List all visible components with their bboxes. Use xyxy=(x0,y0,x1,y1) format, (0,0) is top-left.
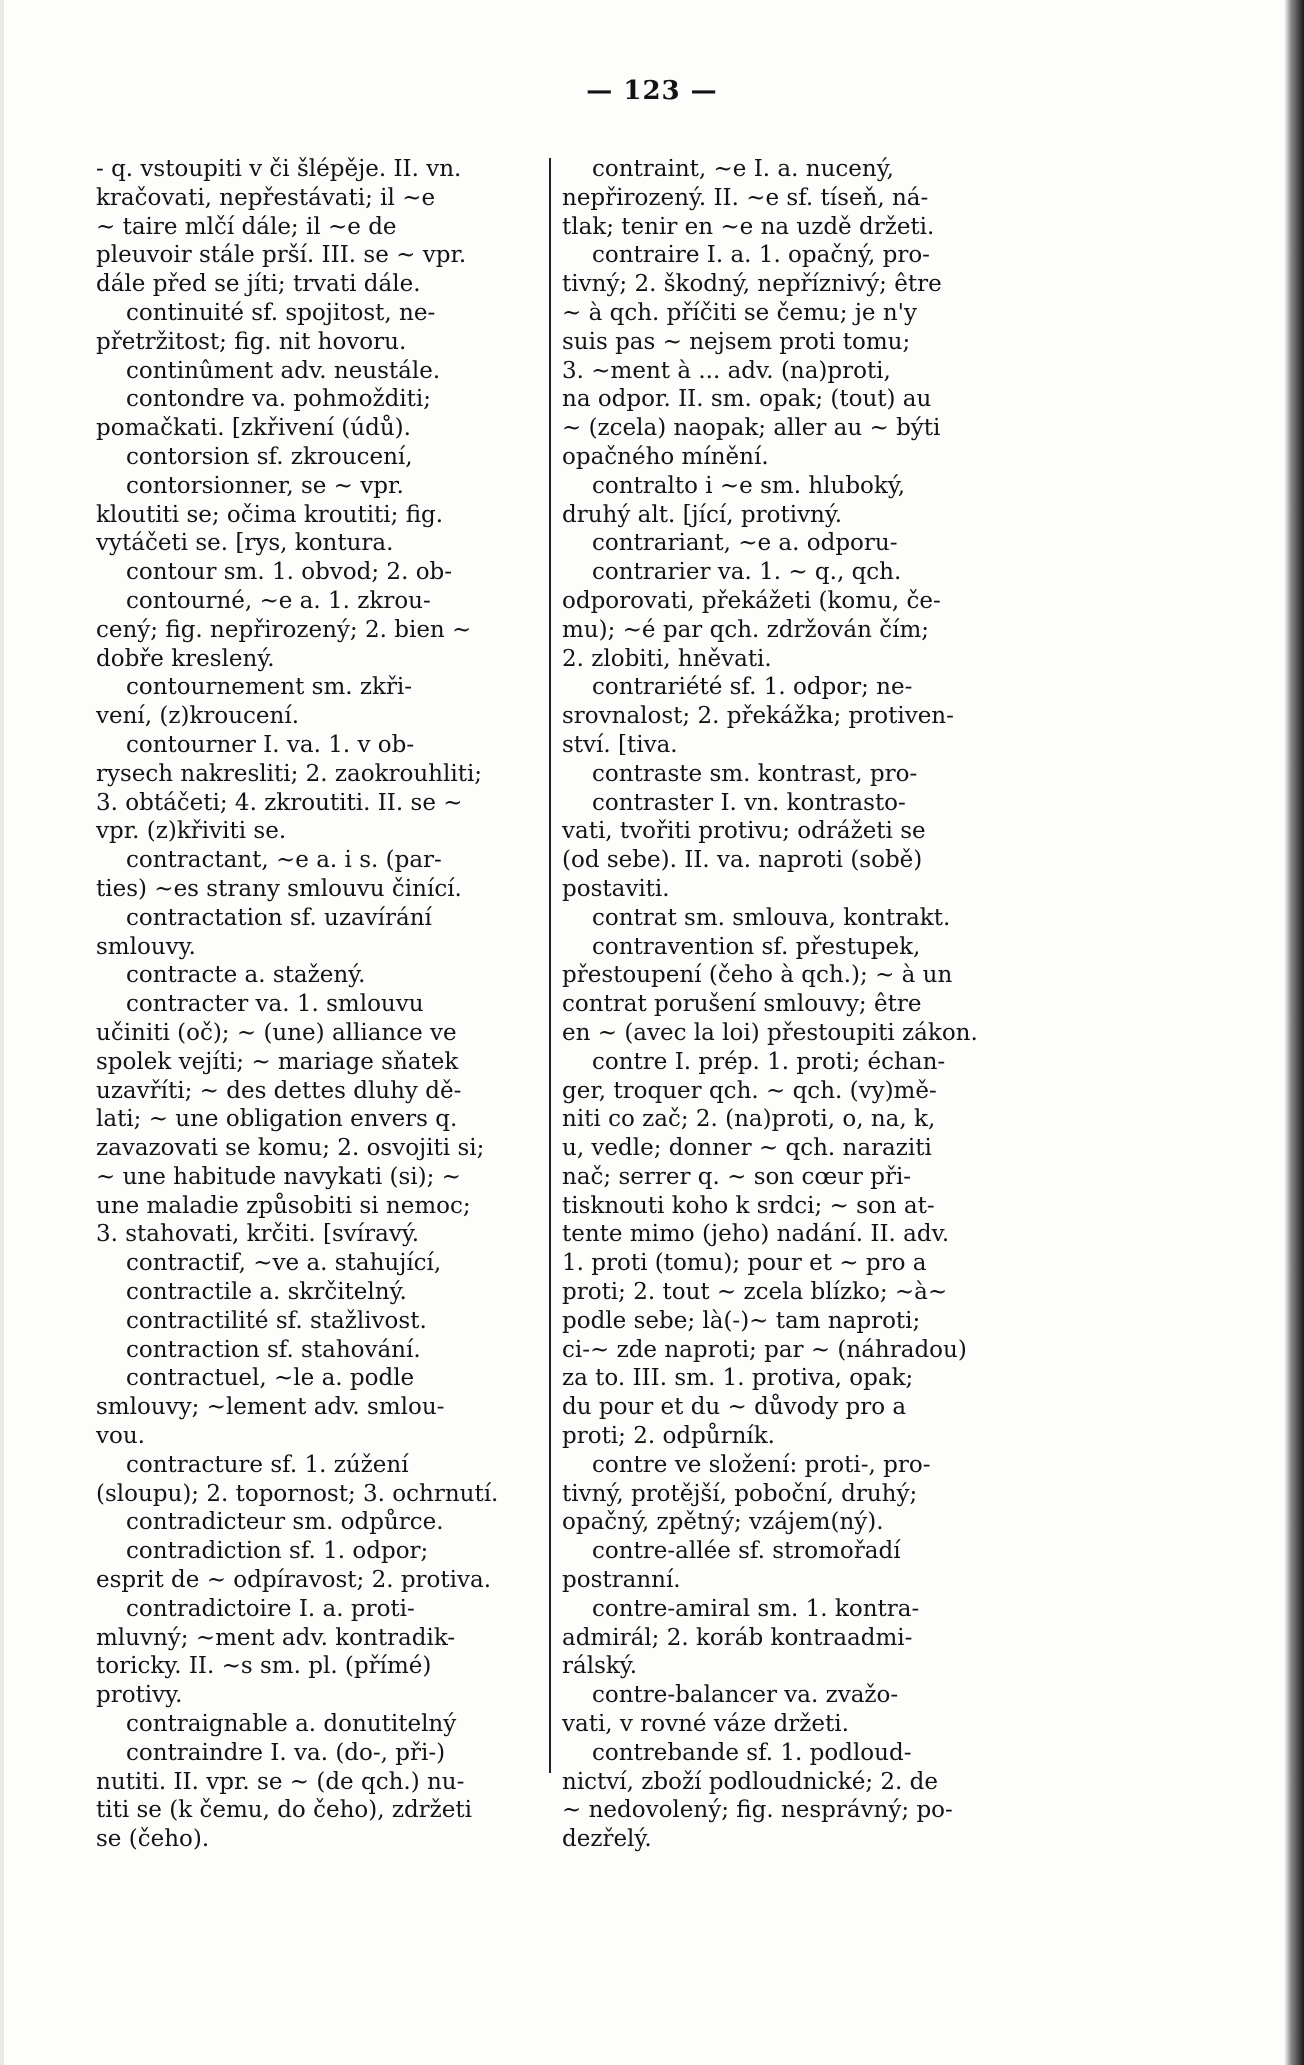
entry-headword-line: contrarier va. 1. ~ q., qch. xyxy=(592,559,902,586)
entry-text-line: přetržitost; fig. nit hovoru. xyxy=(96,328,407,355)
entry-headword-line: contrat sm. smlouva, kontrakt. xyxy=(592,904,951,931)
entry-text-line: toricky. II. ~s sm. pl. (přímé) xyxy=(96,1653,432,1680)
entry-text-line: smlouvy; ~lement adv. smlou- xyxy=(96,1394,445,1421)
entry-text-line: ci-~ zde naproti; par ~ (náhradou) xyxy=(562,1336,967,1363)
entry-text-line: niti co zač; 2. (na)proti, o, na, k, xyxy=(562,1106,936,1133)
entry-text-line: vou. xyxy=(96,1423,145,1450)
scan-left-edge xyxy=(0,0,4,2065)
entry-headword-line: continûment adv. neustále. xyxy=(126,357,441,384)
entry-text-line: (sloupu); 2. topornost; 3. ochrnutí. xyxy=(96,1480,499,1507)
entry-headword-line: contractilité sf. stažlivost. xyxy=(126,1307,427,1334)
entry-text-line: nictví, zboží podloudnické; 2. de xyxy=(562,1768,939,1795)
right-column xyxy=(562,155,1040,1854)
entry-text-line: 3. obtáčeti; 4. zkroutiti. II. se ~ xyxy=(96,789,463,816)
entry-headword-line: contorsionner, se ~ vpr. xyxy=(126,472,404,499)
entry-headword-line: contractile a. skrčitelný. xyxy=(126,1279,407,1306)
entry-text-line: ger, troquer qch. ~ qch. (vy)mě- xyxy=(562,1077,937,1104)
entry-text-line: vpr. (z)křiviti se. xyxy=(96,818,287,845)
entry-headword-line: contre ve složení: proti-, pro- xyxy=(592,1451,931,1478)
entry-headword-line: contourner I. va. 1. v ob- xyxy=(126,731,415,758)
entry-text-line: podle sebe; là(-)~ tam naproti; xyxy=(562,1307,921,1334)
entry-headword-line: contondre va. pohmožditi; xyxy=(126,386,431,413)
entry-headword-line: contorsion sf. zkroucení, xyxy=(126,443,413,470)
entry-text-line: 3. ~ment à ... adv. (na)proti, xyxy=(562,357,891,384)
left-column xyxy=(96,155,542,1854)
entry-text-line: du pour et du ~ důvody pro a xyxy=(562,1394,907,1421)
entry-text-line: pomačkati. [zkřivení (údů). xyxy=(96,415,411,442)
entry-headword-line: contravention sf. přestupek, xyxy=(592,933,921,960)
entry-text-line: dále před se jíti; trvati dále. xyxy=(96,271,421,298)
entry-text-line: ~ (zcela) naopak; aller au ~ býti xyxy=(562,415,941,442)
entry-headword-line: contrebande sf. 1. podloud- xyxy=(592,1739,912,1766)
entry-text-line: titi se (k čemu, do čeho), zdržeti xyxy=(96,1797,472,1824)
entry-text-line: suis pas ~ nejsem proti tomu; xyxy=(562,328,911,355)
entry-text-line: přestoupení (čeho à qch.); ~ à un xyxy=(562,962,953,989)
entry-headword-line: contraster I. vn. kontrasto- xyxy=(592,789,906,816)
entry-text-line: vytáčeti se. [rys, kontura. xyxy=(96,530,394,557)
entry-text-line: na odpor. II. sm. opak; (tout) au xyxy=(562,386,932,413)
entry-text-line: ~ nedovolený; fig. nesprávný; po- xyxy=(562,1797,953,1824)
entry-text-line: esprit de ~ odpíravost; 2. protiva. xyxy=(96,1567,492,1594)
entry-headword-line: contradicteur sm. odpůrce. xyxy=(126,1509,444,1536)
entry-text-line: nepřirozený. II. ~e sf. tíseň, ná- xyxy=(562,184,929,211)
entry-text-line: contrat porušení smlouvy; être xyxy=(562,991,922,1018)
entry-text-line: dobře kreslený. xyxy=(96,645,275,672)
entry-headword-line: contrariété sf. 1. odpor; ne- xyxy=(592,674,913,701)
entry-text-line: rálský. xyxy=(562,1653,638,1680)
page-number: — 123 — xyxy=(586,76,718,106)
entry-text-line: 2. zlobiti, hněvati. xyxy=(562,645,772,672)
entry-text-line: tivný; 2. škodný, nepříznivý; être xyxy=(562,271,942,298)
entry-headword-line: contraire I. a. 1. opačný, pro- xyxy=(592,242,930,269)
entry-headword-line: contre-balancer va. zvažo- xyxy=(592,1682,899,1709)
entry-headword-line: contournement sm. zkři- xyxy=(126,674,413,701)
entry-text-line: smlouvy. xyxy=(96,933,196,960)
entry-text-line: dezřelý. xyxy=(562,1826,652,1853)
entry-text-line: protivy. xyxy=(96,1682,183,1709)
entry-text-line: tisknouti koho k srdci; ~ son at- xyxy=(562,1192,935,1219)
entry-headword-line: contour sm. 1. obvod; 2. ob- xyxy=(126,559,453,586)
entry-text-line: vení, (z)kroucení. xyxy=(96,703,300,730)
entry-headword-line: contractation sf. uzavírání xyxy=(126,904,432,931)
scan-right-edge xyxy=(1284,0,1304,2065)
entry-text-line: une maladie způsobiti si nemoc; xyxy=(96,1192,471,1219)
entry-headword-line: contre I. prép. 1. proti; échan- xyxy=(592,1048,946,1075)
entry-headword-line: contractant, ~e a. i s. (par- xyxy=(126,847,442,874)
entry-text-line: kloutiti se; očima kroutiti; fig. xyxy=(96,501,444,528)
entry-headword-line: contraint, ~e I. a. nucený, xyxy=(592,156,894,182)
entry-text-line: postranní. xyxy=(562,1567,681,1594)
entry-headword-line: contracte a. stažený. xyxy=(126,962,366,989)
entry-headword-line: contraction sf. stahování. xyxy=(126,1336,421,1363)
column-divider xyxy=(549,158,551,1773)
entry-text-line: (od sebe). II. va. naproti (sobě) xyxy=(562,847,923,874)
entry-text-line: uzavříti; ~ des dettes dluhy dě- xyxy=(96,1077,462,1104)
entry-text-line: zavazovati se komu; 2. osvojiti si; xyxy=(96,1135,485,1162)
entry-headword-line: contrariant, ~e a. odporu- xyxy=(592,530,898,557)
entry-text-line: postaviti. xyxy=(562,875,670,902)
entry-text-line: ~ à qch. příčiti se čemu; je n'y xyxy=(562,299,917,326)
entry-headword-line: contractuel, ~le a. podle xyxy=(126,1365,415,1392)
entry-headword-line: contracture sf. 1. zúžení xyxy=(126,1451,409,1478)
entry-headword-line: contraignable a. donutitelný xyxy=(126,1711,457,1738)
entry-text-line: u, vedle; donner ~ qch. naraziti xyxy=(562,1135,932,1162)
entry-text-line: admirál; 2. koráb kontraadmi- xyxy=(562,1624,913,1651)
entry-text-line: proti; 2. odpůrník. xyxy=(562,1423,775,1450)
entry-text-line: ~ une habitude navykati (si); ~ xyxy=(96,1163,461,1190)
entry-text-line: ství. [tiva. xyxy=(562,731,678,758)
entry-text-line: tente mimo (jeho) nadání. II. adv. xyxy=(562,1221,950,1248)
entry-headword-line: contractif, ~ve a. stahující, xyxy=(126,1250,442,1277)
entry-text-line: se (čeho). xyxy=(96,1826,210,1853)
entry-headword-line: contre-amiral sm. 1. kontra- xyxy=(592,1595,920,1622)
entry-headword-line: continuité sf. spojitost, ne- xyxy=(126,299,436,326)
entry-text-line: ties) ~es strany smlouvu činící. xyxy=(96,875,462,902)
entry-headword-line: contralto i ~e sm. hluboký, xyxy=(592,472,906,499)
entry-text-line: nutiti. II. vpr. se ~ (de qch.) nu- xyxy=(96,1768,465,1795)
entry-text-line: rysech nakresliti; 2. zaokrouhliti; xyxy=(96,760,483,787)
entry-text-line: 3. stahovati, krčiti. [svíravý. xyxy=(96,1221,420,1248)
entry-text-line: pleuvoir stále prší. III. se ~ vpr. xyxy=(96,242,467,269)
entry-text-line: mu); ~é par qch. zdržován čím; xyxy=(562,616,930,643)
entry-headword-line: contraindre I. va. (do-, při-) xyxy=(126,1739,446,1766)
entry-text-line: nač; serrer q. ~ son cœur při- xyxy=(562,1163,912,1190)
entry-text-line: kračovati, nepřestávati; il ~e xyxy=(96,184,436,211)
entry-text-line: proti; 2. tout ~ zcela blízko; ~à~ xyxy=(562,1279,948,1306)
entry-text-line: tivný, protější, poboční, druhý; xyxy=(562,1480,918,1507)
entry-headword-line: contourné, ~e a. 1. zkrou- xyxy=(126,587,431,614)
entry-text-line: en ~ (avec la loi) přestoupiti zákon. xyxy=(562,1019,978,1046)
entry-headword-line: contre-allée sf. stromořadí xyxy=(592,1538,901,1565)
entry-text-line: za to. III. sm. 1. protiva, opak; xyxy=(562,1365,914,1392)
entry-text-line: lati; ~ une obligation envers q. xyxy=(96,1106,458,1133)
entry-text-line: srovnalost; 2. překážka; protiven- xyxy=(562,703,954,730)
entry-text-line: mluvný; ~ment adv. kontradik- xyxy=(96,1624,456,1651)
entry-text-line: cený; fig. nepřirozený; 2. bien ~ xyxy=(96,616,472,643)
entry-headword-line: contradictoire I. a. proti- xyxy=(126,1595,415,1622)
entry-text-line: odporovati, překážeti (komu, če- xyxy=(562,587,941,614)
entry-text-line: opačného mínění. xyxy=(562,443,769,470)
entry-text-line: - q. vstoupiti v či šlépěje. II. vn. xyxy=(96,156,462,182)
entry-text-line: vati, tvořiti protivu; odrážeti se xyxy=(562,818,926,845)
entry-text-line: ~ taire mlčí dále; il ~e de xyxy=(96,213,397,240)
entry-text-line: spolek vejíti; ~ mariage sňatek xyxy=(96,1048,459,1075)
entry-text-line: vati, v rovné váze držeti. xyxy=(562,1711,849,1738)
entry-text-line: tlak; tenir en ~e na uzdě držeti. xyxy=(562,213,935,240)
entry-text-line: 1. proti (tomu); pour et ~ pro a xyxy=(562,1250,927,1277)
entry-text-line: opačný, zpětný; vzájem(ný). xyxy=(562,1509,884,1536)
entry-headword-line: contradiction sf. 1. odpor; xyxy=(126,1538,429,1565)
entry-text-line: druhý alt. [jící, protivný. xyxy=(562,501,843,528)
entry-text-line: učiniti (oč); ~ (une) alliance ve xyxy=(96,1019,457,1046)
entry-headword-line: contracter va. 1. smlouvu xyxy=(126,991,424,1018)
entry-headword-line: contraste sm. kontrast, pro- xyxy=(592,760,918,787)
